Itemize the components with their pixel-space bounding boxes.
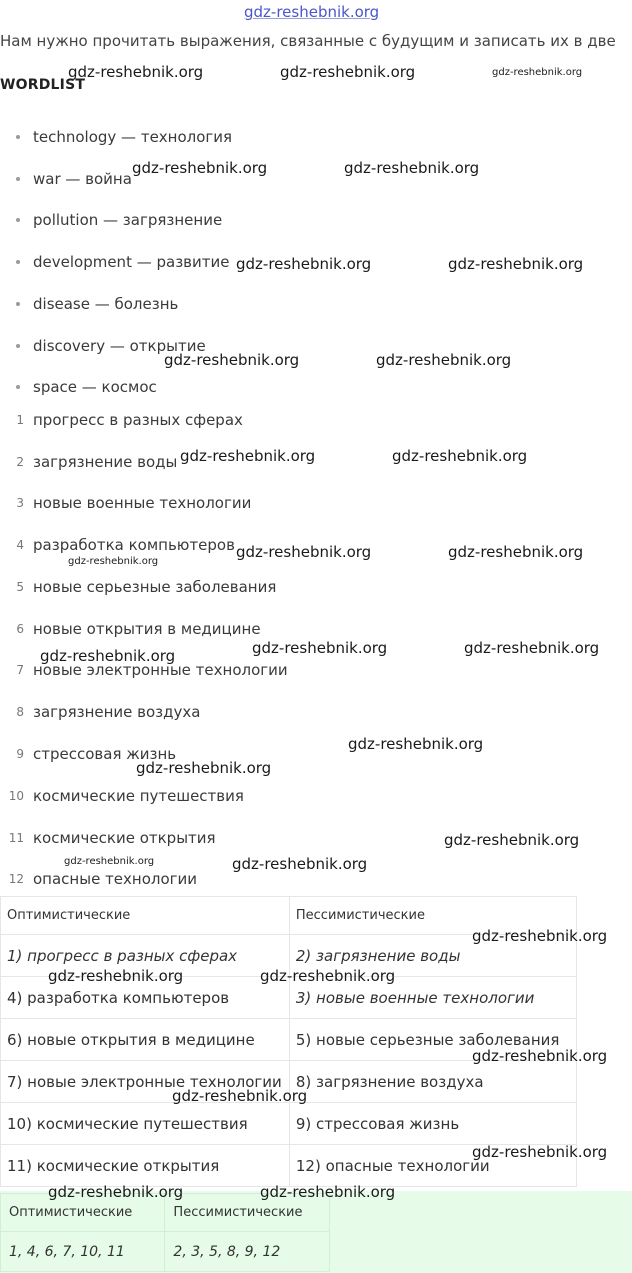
list-item: 10 космические путешествия: [8, 787, 244, 805]
bullet-icon: [16, 177, 20, 181]
answer-table: [0, 1193, 330, 1272]
watermark: gdz-reshebnik.org: [472, 1047, 608, 1065]
watermark: gdz-reshebnik.org: [492, 67, 583, 78]
list-item: 9 стрессовая жизнь: [16, 745, 177, 763]
watermark: gdz-reshebnik.org: [260, 967, 396, 985]
watermark: gdz-reshebnik.org: [172, 1087, 308, 1105]
table-row: [1, 1232, 330, 1272]
watermark: gdz-reshebnik.org: [48, 1183, 184, 1201]
watermark: gdz-reshebnik.org: [448, 543, 584, 561]
table-header-cell: Оптимистические: [1, 1194, 165, 1232]
watermark: gdz-reshebnik.org: [180, 447, 316, 465]
bullet-icon: [16, 344, 20, 348]
table-cell: 5) новые серьезные заболевания: [289, 1019, 576, 1061]
table-header-cell: Оптимистические: [1, 897, 290, 935]
watermark: gdz-reshebnik.org: [252, 639, 388, 657]
list-item: 11 космические открытия: [8, 829, 216, 847]
list-item: 6 новые открытия в медицине: [16, 620, 261, 638]
list-item: 12 опасные технологии: [8, 870, 198, 888]
list-item: 3 новые военные технологии: [16, 494, 252, 512]
bullet-icon: [16, 302, 20, 306]
watermark: gdz-reshebnik.org: [132, 159, 268, 177]
table-cell: 10) космические путешествия: [1, 1103, 290, 1145]
table-cell: 6) новые открытия в медицине: [1, 1019, 290, 1061]
table-cell: 1, 4, 6, 7, 10, 11: [1, 1232, 165, 1272]
list-item: 5 новые серьезные заболевания: [16, 578, 277, 596]
wordlist-item: technology — технология: [0, 125, 232, 149]
table-cell: 3) новые военные технологии: [289, 977, 576, 1019]
watermark: gdz-reshebnik.org: [444, 831, 580, 849]
wordlist-item: war — война: [0, 167, 132, 191]
bullet-icon: [16, 260, 20, 264]
table-cell: 2, 3, 5, 8, 9, 12: [165, 1232, 330, 1272]
table-cell: 12) опасные технологии: [289, 1145, 576, 1187]
list-item: 7 новые электронные технологии: [16, 661, 288, 679]
watermark: gdz-reshebnik.org: [260, 1183, 396, 1201]
watermark: gdz-reshebnik.org: [164, 351, 300, 369]
list-item: 1 прогресс в разных сферах: [16, 411, 243, 429]
watermark: gdz-reshebnik.org: [464, 639, 600, 657]
table-header-cell: Пессимистические: [289, 897, 576, 935]
watermark: gdz-reshebnik.org: [376, 351, 512, 369]
list-item: 8 загрязнение воздуха: [16, 703, 201, 721]
wordlist-item: disease — болезнь: [0, 292, 178, 316]
watermark: gdz-reshebnik.org: [236, 255, 372, 273]
watermark: gdz-reshebnik.org: [48, 967, 184, 985]
watermark: gdz-reshebnik.org: [236, 543, 372, 561]
intro-text: Нам нужно прочитать выражения, связанные с будущим и записать их в две: [0, 32, 616, 50]
wordlist-item: development — развитие: [0, 250, 229, 274]
watermark-top[interactable]: gdz-reshebnik.org: [244, 3, 380, 21]
watermark: gdz-reshebnik.org: [136, 759, 272, 777]
watermark: gdz-reshebnik.org: [68, 556, 159, 567]
wordlist-item: space — космос: [0, 375, 157, 399]
table-cell: 2) загрязнение воды: [289, 935, 576, 977]
watermark: gdz-reshebnik.org: [472, 927, 608, 945]
wordlist-title: WORDLIST: [0, 77, 86, 93]
table-cell: 7) новые электронные технологии: [1, 1061, 290, 1103]
watermark: gdz-reshebnik.org: [40, 647, 176, 665]
watermark: gdz-reshebnik.org: [392, 447, 528, 465]
table-row: [1, 1103, 577, 1145]
table-cell: 8) загрязнение воздуха: [289, 1061, 576, 1103]
table-cell: 4) разработка компьютеров: [1, 977, 290, 1019]
list-item: 4 разработка компьютеров: [16, 536, 235, 554]
table-header-cell: Пессимистические: [165, 1194, 330, 1232]
watermark: gdz-reshebnik.org: [344, 159, 480, 177]
watermark: gdz-reshebnik.org: [64, 856, 155, 867]
watermark: gdz-reshebnik.org: [348, 735, 484, 753]
list-item: 2 загрязнение воды: [16, 453, 178, 471]
table-cell: 1) прогресс в разных сферах: [1, 935, 290, 977]
watermark: gdz-reshebnik.org: [472, 1143, 608, 1161]
bullet-icon: [16, 218, 20, 222]
watermark: gdz-reshebnik.org: [448, 255, 584, 273]
watermark: gdz-reshebnik.org: [232, 855, 368, 873]
bullet-icon: [16, 135, 20, 139]
wordlist-item: discovery — открытие: [0, 334, 206, 358]
table-cell: 11) космические открытия: [1, 1145, 290, 1187]
watermark: gdz-reshebnik.org: [68, 63, 204, 81]
wordlist-item: pollution — загрязнение: [0, 208, 222, 232]
table-cell: 9) стрессовая жизнь: [289, 1103, 576, 1145]
bullet-icon: [16, 385, 20, 389]
watermark: gdz-reshebnik.org: [280, 63, 416, 81]
